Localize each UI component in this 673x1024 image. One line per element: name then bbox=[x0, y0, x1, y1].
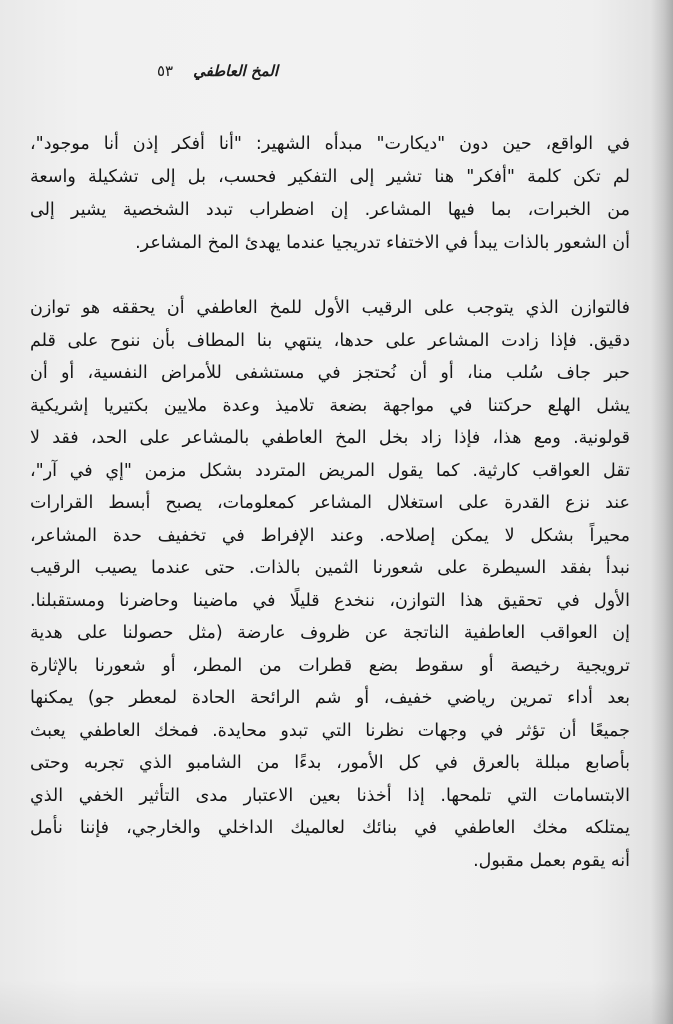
text-line: في الواقع، حين دون "ديكارت" مبدأه الشهير: "أنا أفكر إذن أنا موجود"، bbox=[30, 134, 630, 154]
text-line: الأول في تحقيق هذا التوازن، ننخدع قليلًا في ماضينا وحاضرنا ومستقبلنا. bbox=[30, 590, 630, 611]
text-line: قولونية. ومع هذا، فإذا زاد بخل المخ العاطفي بالمشاعر على الحد، فقد لا bbox=[30, 428, 630, 448]
text-line: نبدأ بفقد السيطرة على شعورنا الثمين بالذات. حتى عندما يصيب الرقيب bbox=[30, 558, 630, 578]
text-line: من الخبرات، بما فيها المشاعر. إن اضطراب تبدد الشخصية يشير إلى bbox=[30, 200, 630, 220]
running-title: المخ العاطفي bbox=[193, 62, 278, 80]
text-line: ترويجية رخيصة أو سقوط بضع قطرات من المطر، أو شعورنا بالإثارة bbox=[30, 655, 630, 676]
text-line: تقل العواقب كارثية. كما يقول المريض المتردد بشكل مزمن "إي في آر"، bbox=[30, 460, 630, 481]
text-line: دقيق. فإذا زادت المشاعر على حدها، ينتهي بنا المطاف بأن ننوح على قلم bbox=[30, 330, 630, 351]
text-line: يمتلكه مخك العاطفي في بنائك لعالميك الداخلي والخارجي، فإننا نأمل bbox=[30, 818, 630, 838]
text-line: جميعًا أن تؤثر في وجهات نظرنا التي تبدو محايدة. فمخك العاطفي يعبث bbox=[30, 720, 630, 741]
text-line: يشل الهلع حركتنا في مواجهة بضعة تلاميذ وعدة ملايين بكتيريا إشريكية bbox=[30, 395, 630, 416]
text-line: الابتسامات التي تلمحها. إذا أخذنا بعين الاعتبار مدى التأثير الخفي الذي bbox=[30, 785, 630, 806]
running-header bbox=[118, 58, 278, 84]
text-line: فالتوازن الذي يتوجب على الرقيب الأول للمخ العاطفي أن يحققه هو توازن bbox=[30, 298, 630, 318]
text-line: محيراً بشكل لا يمكن إصلاحه. وعند الإفراط في تخفيف حدة المشاعر، bbox=[30, 525, 630, 546]
text-line: عند نزع القدرة على استغلال المشاعر كمعلومات، يصبح أبسط القرارات bbox=[30, 493, 630, 513]
text-line: أنه يقوم بعمل مقبول. bbox=[473, 850, 630, 871]
page-number: ٥٣ bbox=[156, 62, 174, 80]
paragraph-2 bbox=[30, 292, 630, 877]
text-line: إن العواقب العاطفية الناتجة عن ظروف عارضة (مثل حصولنا على هدية bbox=[30, 623, 630, 643]
text-line: لم تكن كلمة "أفكر" هنا تشير إلى التفكير فحسب، بل إلى تشكيلة واسعة bbox=[30, 167, 630, 187]
text-line: أن الشعور بالذات يبدأ في الاختفاء تدريجيا عندما يهدئ المخ المشاعر. bbox=[135, 233, 630, 253]
text-line: بأصابع مبللة بالعرق في كل الأمور، بدءًا من الشامبو الذي تجربه وحتى bbox=[30, 753, 630, 773]
paragraph-1 bbox=[30, 128, 630, 260]
text-line: بعد أداء تمرين رياضي خفيف، أو شم الرائحة الحادة لمعطر جو) يمكنها bbox=[30, 688, 630, 708]
text-line: حبر جاف سُلب منا، أو أن نُحتجز في مستشفى للأمراض النفسية، أو أن bbox=[30, 363, 630, 383]
